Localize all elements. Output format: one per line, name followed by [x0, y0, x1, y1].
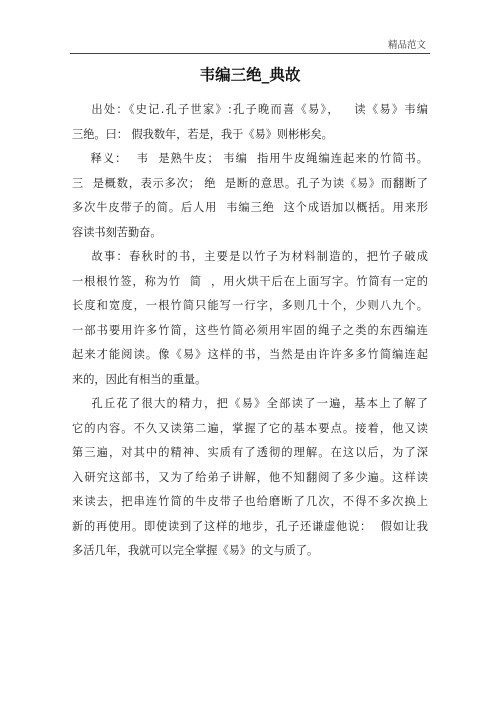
paragraph-line: 多次牛皮带子的简。后人用 韦编三绝 这个成语加以概括。用来形	[72, 201, 428, 214]
paragraph-line: 容读书刻苦勤奋。	[72, 225, 162, 239]
document-title: 韦编三绝_典故	[199, 66, 301, 84]
paragraph-line: 来读去，把串连竹简的牛皮带子也给磨断了几次，不得不多次换上	[72, 495, 428, 508]
paragraph-line: 孔丘花了很大的精力，把《易》全部读了一遍，基本上了解了	[72, 397, 428, 410]
paragraph-meaning	[72, 147, 428, 245]
paragraph-confucius	[72, 392, 428, 564]
paragraph-line: 一根根竹签，称为竹 简 ，用火烘干后在上面写字。竹简有一定的	[72, 274, 428, 288]
paragraph-line: 故事：春秋时的书，主要是以竹子为材料制造的，把竹子破成	[72, 250, 428, 263]
paragraph-line: 多活几年，我就可以完全掌握《易》的文与质了。	[72, 544, 319, 557]
document-body	[72, 98, 428, 564]
paragraph-line: 它的内容。不久又读第二遍，掌握了它的基本要点。接着，他又读	[72, 421, 428, 435]
paragraph-line: 三绝。曰： 假我数年，若是，我于《易》则彬彬矣。	[72, 127, 333, 141]
header-label: 精品范文	[387, 40, 426, 51]
paragraph-line: 长度和宽度，一根竹简只能写一行字，多则几十个，少则八九个。	[72, 299, 428, 312]
paragraph-story	[72, 245, 428, 392]
paragraph-line: 一部书要用许多竹简，这些竹简必须用牢固的绳子之类的东西编连	[72, 323, 428, 337]
paragraph-line: 出处：《史记.孔子世家》:孔子晚而喜《易》， 读《易》韦编	[72, 103, 428, 116]
paragraph-source	[72, 98, 428, 147]
paragraph-line: 第三遍，对其中的精神、实质有了透彻的理解。在这以后，为了深	[72, 446, 428, 459]
paragraph-line: 新的再使用。即使读到了这样的地步，孔子还谦虚他说： 假如让我	[72, 519, 428, 533]
paragraph-line: 入研究这部书，又为了给弟子讲解，他不知翻阅了多少遍。这样读	[72, 470, 428, 484]
paragraph-line: 释义： 韦 是熟牛皮； 韦编 指用牛皮绳编连起来的竹简书。	[72, 152, 428, 165]
paragraph-line: 起来才能阅读。像《易》这样的书，当然是由许许多多竹简编连起	[72, 348, 428, 361]
paragraph-line: 三 是概数，表示多次； 绝 是断的意思。孔子为读《易》而翻断了	[72, 176, 428, 190]
header-divider	[70, 53, 430, 54]
paragraph-line: 来的，因此有相当的重量。	[72, 372, 207, 386]
